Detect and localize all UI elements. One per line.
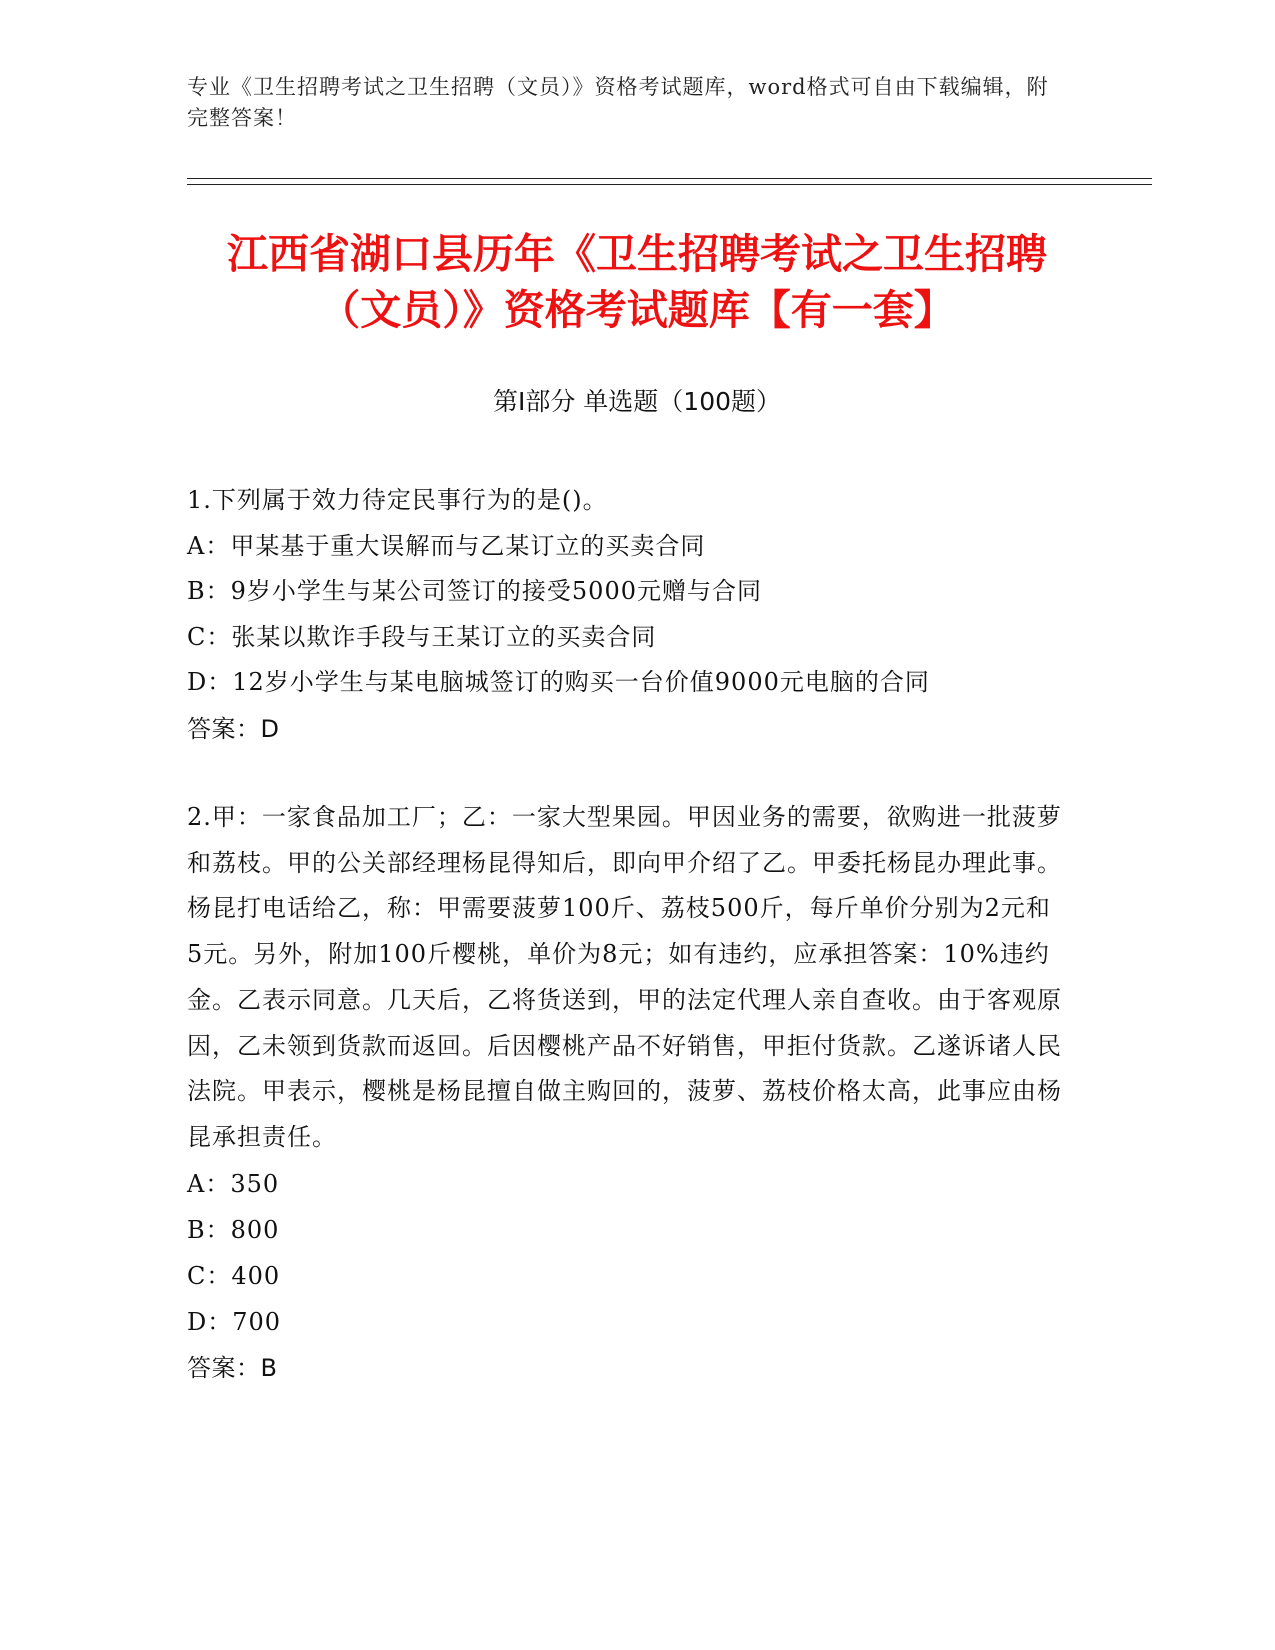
header-note: 专业《卫生招聘考试之卫生招聘（文员）》资格考试题库，word格式可自由下载编辑，附完整答案！	[187, 75, 1049, 130]
question-2	[187, 795, 1067, 1391]
question-stem: 2.甲：一家食品加工厂；乙：一家大型果园。甲因业务的需要，欲购进一批菠萝和荔枝。甲的公关部经理杨昆得知后，即向甲介绍了乙。甲委托杨昆办理此事。杨昆打电话给乙，称：甲需要菠萝100斤、荔枝500斤，每斤单价分别为2元和5元。另外，附加100斤樱桃，单价为8元；如有违约，应承担答案：10%违约金。乙表示同意。几天后，乙将货送到，甲的法定代理人亲自查收。由于客观原因，乙未领到货款而返回。后因樱桃产品不好销售，甲拒付货款。乙遂诉诸人民法院。甲表示，樱桃是杨昆擅自做主购回的，菠萝、荔枝价格太高，此事应由杨昆承担责任。	[187, 803, 1062, 1151]
header-divider-bottom	[187, 184, 1152, 185]
option-a: A：350	[187, 1169, 280, 1198]
question-1	[187, 478, 1067, 752]
question-stem: 1.下列属于效力待定民事行为的是()。	[187, 486, 608, 514]
answer-line: 答案：D	[187, 714, 280, 743]
option-b: B：9岁小学生与某公司签订的接受5000元赠与合同	[187, 577, 762, 605]
section-title: 第Ⅰ部分 单选题（100题）	[492, 387, 782, 416]
option-d: D：700	[187, 1307, 282, 1336]
option-c: C：400	[187, 1261, 281, 1290]
header-divider-top	[187, 178, 1152, 179]
option-d: D：12岁小学生与某电脑城签订的购买一台价值9000元电脑的合同	[187, 668, 930, 696]
option-b: B：800	[187, 1215, 280, 1244]
option-a: A：甲某基于重大误解而与乙某订立的买卖合同	[187, 531, 706, 560]
answer-line: 答案：B	[187, 1353, 278, 1382]
option-c: C：张某以欺诈手段与王某订立的买卖合同	[187, 622, 657, 651]
document-title: 江西省湖口县历年《卫生招聘考试之卫生招聘（文员）》资格考试题库【有一套】	[227, 230, 1047, 334]
